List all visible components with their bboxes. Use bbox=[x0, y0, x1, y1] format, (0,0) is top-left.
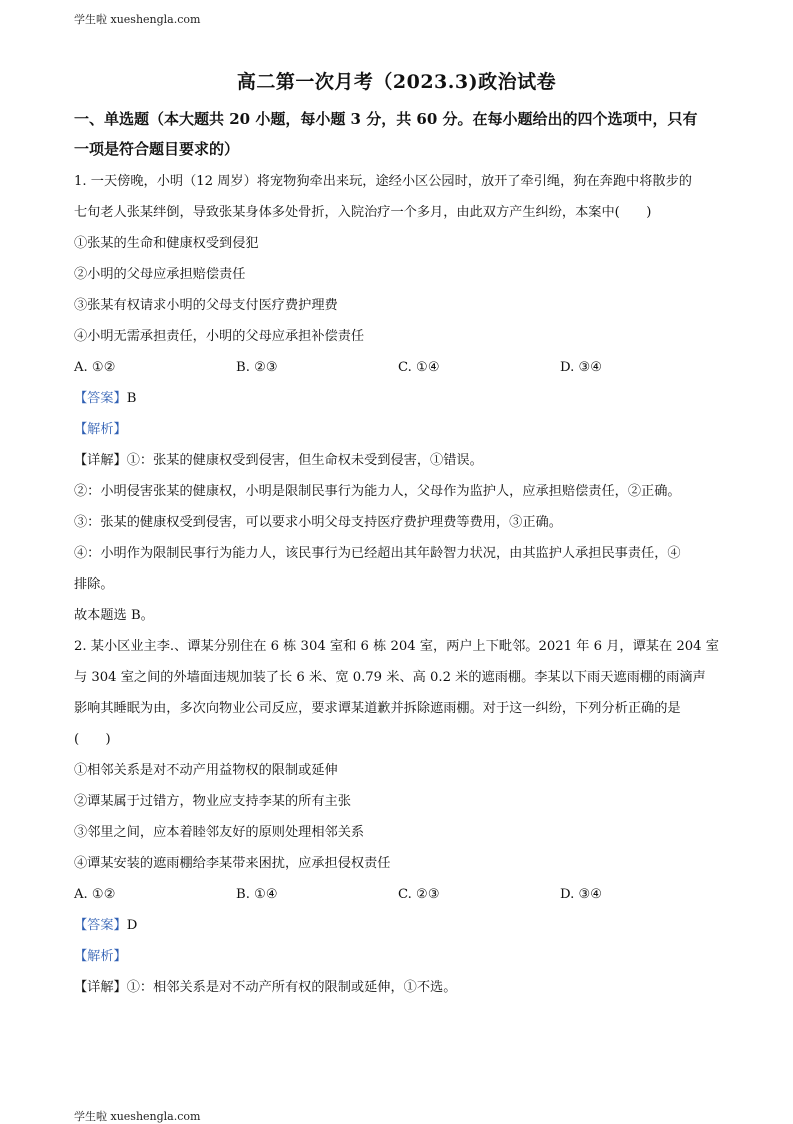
q2-answer-value: D bbox=[126, 918, 138, 933]
q1-detail-4b: 排除。 bbox=[74, 577, 114, 592]
q1-item-1: ①张某的生命和健康权受到侵犯 bbox=[74, 236, 259, 251]
q2-item-4: ④谭某安装的遮雨棚给李某带来困扰，应承担侵权责任 bbox=[74, 856, 391, 871]
q2-item-2: ②谭某属于过错方，物业应支持李某的所有主张 bbox=[74, 794, 351, 809]
q2-option-a: A. ①② bbox=[74, 887, 116, 902]
q2-detail-1 bbox=[74, 972, 722, 1003]
q2-stem-line-2: 与 304 室之间的外墙面违规加装了长 6 米、宽 0.79 米、高 0.2 米的遮雨棚。李某以下雨天遮雨棚的雨滴声 bbox=[74, 670, 706, 685]
q1-option-b: B. ②③ bbox=[236, 360, 278, 375]
question-2 bbox=[74, 631, 722, 1003]
q1-detail-4a: ④：小明作为限制民事行为能力人，该民事行为已经超出其年龄智力状况，由其监护人承担民事责任，④ bbox=[74, 546, 681, 561]
q2-option-d: D. ③④ bbox=[560, 887, 603, 902]
q1-answer-value: B bbox=[126, 391, 137, 406]
q2-detail-1-text: ①：相邻关系是对不动产所有权的限制或延伸，①不选。 bbox=[126, 980, 457, 995]
document-body bbox=[74, 104, 722, 1003]
q1-detail-tag: 【详解】 bbox=[74, 453, 127, 468]
q1-options bbox=[74, 352, 722, 383]
q2-analysis-tag: 【解析】 bbox=[74, 949, 127, 964]
q1-item-2: ②小明的父母应承担赔偿责任 bbox=[74, 267, 246, 282]
q2-stem-line-4: ( ) bbox=[74, 732, 111, 747]
q1-answer bbox=[74, 383, 722, 414]
q2-stem-line-1: 2. 某小区业主李.、谭某分别住在 6 栋 304 室和 6 栋 204 室，两户上下毗邻。2021 年 6 月，谭某在 204 室 bbox=[74, 639, 719, 654]
q1-answer-tag: 【答案】 bbox=[74, 391, 127, 406]
q1-detail-1-text: ①：张某的健康权受到侵害，但生命权未受到侵害，①错误。 bbox=[126, 453, 483, 468]
q1-option-a: A. ①② bbox=[74, 360, 116, 375]
q2-answer bbox=[74, 910, 722, 941]
q2-detail-tag: 【详解】 bbox=[74, 980, 127, 995]
footer-site-watermark: 学生啦 xueshengla.com bbox=[74, 1110, 201, 1123]
q2-analysis bbox=[74, 941, 722, 972]
q2-item-3: ③邻里之间，应本着睦邻友好的原则处理相邻关系 bbox=[74, 825, 365, 840]
q2-item-1: ①相邻关系是对不动产用益物权的限制或延伸 bbox=[74, 763, 338, 778]
q1-stem-line-1: 1. 一天傍晚，小明（12 周岁）将宠物狗牵出来玩，途经小区公园时，放开了牵引绳，狗在奔跑中将散步的 bbox=[74, 174, 692, 189]
q1-detail-1 bbox=[74, 445, 722, 476]
question-1 bbox=[74, 166, 722, 631]
header-site-watermark: 学生啦 xueshengla.com bbox=[74, 13, 201, 26]
q2-options bbox=[74, 879, 722, 910]
q2-option-b: B. ①④ bbox=[236, 887, 278, 902]
q1-option-d: D. ③④ bbox=[560, 360, 603, 375]
q1-analysis bbox=[74, 414, 722, 445]
q1-item-4: ④小明无需承担责任，小明的父母应承担补偿责任 bbox=[74, 329, 365, 344]
q1-option-c: C. ①④ bbox=[398, 360, 440, 375]
q1-detail-2: ②：小明侵害张某的健康权，小明是限制民事行为能力人，父母作为监护人，应承担赔偿责任，②正确。 bbox=[74, 484, 681, 499]
page-title: 高二第一次月考（2023.3)政治试卷 bbox=[236, 71, 557, 93]
section-heading-line-2: 一项是符合题目要求的） bbox=[74, 140, 240, 158]
section-heading bbox=[74, 104, 722, 164]
q1-conclusion: 故本题选 B。 bbox=[74, 608, 154, 623]
q1-analysis-tag: 【解析】 bbox=[74, 422, 127, 437]
q2-stem-line-3: 影响其睡眠为由，多次向物业公司反应，要求谭某道歉并拆除遮雨棚。对于这一纠纷，下列分析正确的是 bbox=[74, 701, 681, 716]
section-heading-line-1: 一、单选题（本大题共 20 小题，每小题 3 分，共 60 分。在每小题给出的四个选项中，只有 bbox=[74, 110, 698, 128]
q1-item-3: ③张某有权请求小明的父母支付医疗费护理费 bbox=[74, 298, 338, 313]
q2-option-c: C. ②③ bbox=[398, 887, 440, 902]
q2-answer-tag: 【答案】 bbox=[74, 918, 127, 933]
q1-stem-line-2: 七旬老人张某绊倒，导致张某身体多处骨折，入院治疗一个多月，由此双方产生纠纷，本案中( ) bbox=[74, 205, 652, 220]
q1-detail-3: ③：张某的健康权受到侵害，可以要求小明父母支持医疗费护理费等费用，③正确。 bbox=[74, 515, 562, 530]
